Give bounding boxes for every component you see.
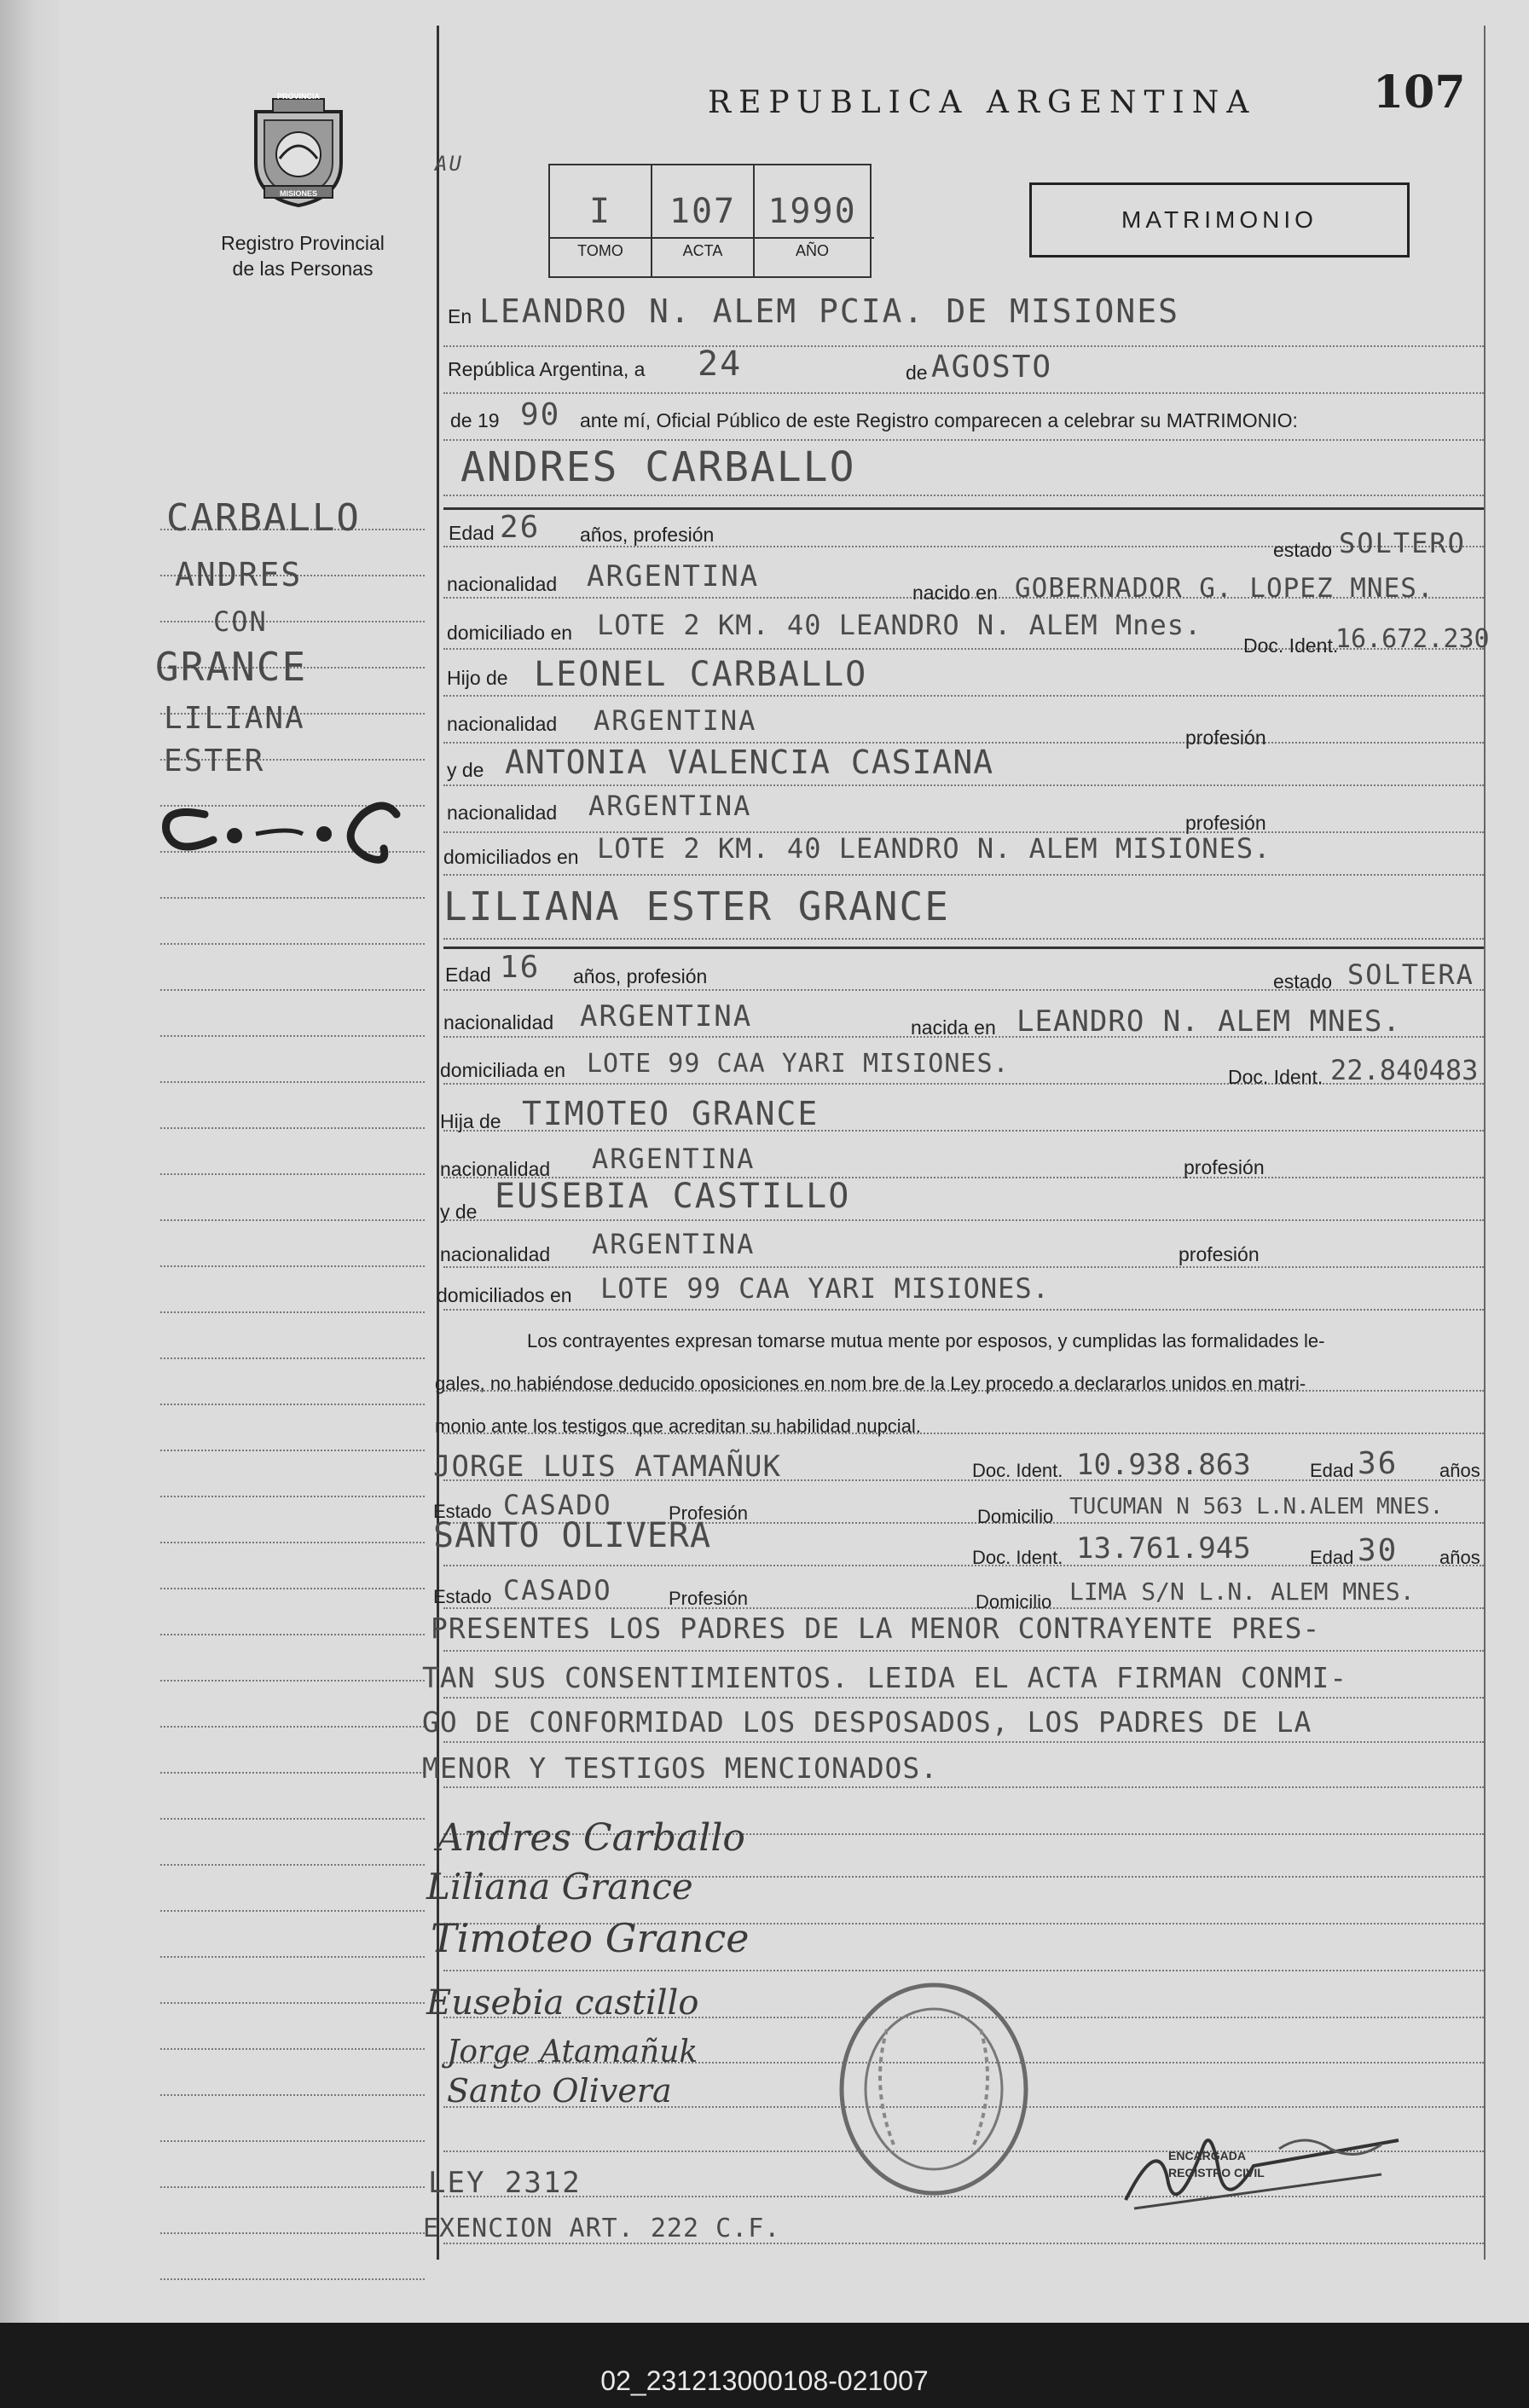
groom-mother-prof-label: profesión <box>1185 812 1266 834</box>
signature-witness1: Jorge Atamañuk <box>447 2035 698 2069</box>
margin-ruled-line <box>160 1404 425 1405</box>
groom-full-name: ANDRES CARBALLO <box>460 443 856 491</box>
bride-y-de-label: y de <box>440 1201 478 1223</box>
bride-parents-address: LOTE 99 CAA YARI MISIONES. <box>600 1272 1050 1305</box>
field-ruled-line <box>443 1309 1484 1311</box>
year-prefix: de 19 <box>450 409 500 431</box>
official-stamp-line2: REGISTRO CIVIL <box>1168 2166 1265 2179</box>
groom-hijo-label: Hijo de <box>447 667 508 689</box>
anio-label: AÑO <box>795 242 829 259</box>
groom-nacionalidad: ARGENTINA <box>587 559 760 593</box>
witness2-domicilio-label: Domicilio <box>976 1591 1052 1612</box>
margin-ruled-line <box>160 1956 425 1958</box>
groom-mother: ANTONIA VALENCIA CASIANA <box>505 744 994 781</box>
witness1-doc-label: Doc. Ident. <box>972 1460 1063 1481</box>
margin-ruled-line <box>160 989 425 991</box>
bride-hija-label: Hija de <box>440 1110 501 1132</box>
field-ruled-line <box>443 1083 1484 1085</box>
page-number: 107 <box>1373 67 1466 119</box>
groom-father-nac-label: nacionalidad <box>447 713 558 735</box>
margin-ruled-line <box>160 2094 425 2096</box>
witness1-edad-label: Edad <box>1310 1460 1354 1481</box>
bride-doc-label: Doc. Ident. <box>1228 1066 1323 1088</box>
groom-doc-label: Doc. Ident. <box>1243 634 1339 657</box>
margin-name-bride: LILIANA <box>164 701 305 736</box>
groom-y-de-label: y de <box>447 759 484 781</box>
margin-ruled-line <box>160 1680 425 1682</box>
en-label: En <box>448 305 472 327</box>
margin-ruled-line <box>160 2002 425 2004</box>
bride-estado: SOLTERA <box>1347 958 1474 991</box>
margin-ruled-line <box>160 943 425 945</box>
witness1-name: JORGE LUIS ATAMAÑUK <box>433 1450 781 1484</box>
groom-parents-dom-label: domiciliados en <box>443 846 579 868</box>
margin-ruled-line <box>160 1127 425 1129</box>
margin-name-groom: ANDRES <box>175 556 303 593</box>
groom-mother-nac: ARGENTINA <box>588 790 752 822</box>
field-ruled-line <box>443 874 1484 876</box>
book-binding-shadow <box>0 0 60 2323</box>
groom-address: LOTE 2 KM. 40 LEANDRO N. ALEM Mnes. <box>597 609 1202 641</box>
witness2-edad: 30 <box>1358 1533 1399 1568</box>
margin-ruled-line <box>160 1496 425 1497</box>
notes-line-3: GO DE CONFORMIDAD LOS DESPOSADOS, LOS PADRES DE LA <box>422 1705 1312 1739</box>
tomo-value: I <box>588 192 612 231</box>
body-ruled-line <box>443 938 1484 940</box>
groom-anos-profesion-label: años, profesión <box>580 524 715 546</box>
field-ruled-line <box>443 1266 1484 1268</box>
notes-line-4: MENOR Y TESTIGOS MENCIONADOS. <box>422 1751 939 1785</box>
seal-bottom-text: MISIONES <box>279 189 317 198</box>
groom-edad: 26 <box>500 510 541 545</box>
month-de-label: de <box>906 362 928 384</box>
margin-ruled-line <box>160 1081 425 1083</box>
exemption-note: EXENCION ART. 222 C.F. <box>423 2214 781 2243</box>
country-title: REPUBLICA ARGENTINA <box>708 85 1257 120</box>
margin-ruled-line <box>160 1864 425 1866</box>
section-divider-line <box>443 507 1484 510</box>
record-box-divider <box>548 237 874 239</box>
notes-line-1: PRESENTES LOS PADRES DE LA MENOR CONTRAYENTE PRES- <box>431 1612 1321 1645</box>
bride-father-nac-label: nacionalidad <box>440 1158 551 1180</box>
signature-bride-mother: Eusebia castillo <box>426 1983 699 2023</box>
groom-doc: 16.672.230 <box>1335 624 1490 654</box>
body-ruled-line <box>443 1607 1484 1609</box>
margin-ruled-line <box>160 1173 425 1175</box>
witness2-estado: CASADO <box>503 1574 612 1606</box>
margin-ruled-line <box>160 1818 425 1820</box>
margin-ruled-line <box>160 1035 425 1037</box>
groom-nac-label: nacionalidad <box>447 573 558 595</box>
margin-ruled-line <box>160 1357 425 1359</box>
field-ruled-line <box>443 784 1484 786</box>
seal-top-text: PROVINCIA <box>276 92 320 101</box>
bride-nac-label: nacionalidad <box>443 1011 554 1033</box>
law-note: LEY 2312 <box>428 2166 582 2200</box>
bride-father: TIMOTEO GRANCE <box>522 1095 820 1132</box>
section-divider-line <box>443 946 1484 949</box>
official-round-stamp-icon <box>836 1978 1032 2200</box>
groom-father-prof-label: profesión <box>1185 726 1266 749</box>
witness1-doc: 10.938.863 <box>1076 1448 1251 1482</box>
bride-father-prof-label: profesión <box>1184 1156 1265 1178</box>
margin-flourish-icon <box>153 793 409 870</box>
witness1-domicilio-label: Domicilio <box>977 1506 1054 1527</box>
bride-mother-nac-label: nacionalidad <box>440 1243 551 1265</box>
body-ruled-line <box>443 1786 1484 1788</box>
registry-name-line2: de las Personas <box>232 258 374 280</box>
body-ruled-line <box>443 1970 1484 1971</box>
field-ruled-line <box>443 695 1484 697</box>
margin-ruled-line <box>160 1219 425 1221</box>
witness2-doc-label: Doc. Ident. <box>972 1547 1063 1568</box>
margin-name-bride-2: ESTER <box>164 744 265 779</box>
bride-full-name: LILIANA ESTER GRANCE <box>443 883 950 929</box>
notes-line-2: TAN SUS CONSENTIMIENTOS. LEIDA EL ACTA FIRMAN CONMI- <box>422 1661 1348 1694</box>
margin-ruled-line <box>160 2186 425 2188</box>
bride-parents-dom-label: domiciliados en <box>437 1284 572 1306</box>
margin-ruled-line <box>160 2278 425 2280</box>
bride-estado-label: estado <box>1273 970 1333 993</box>
groom-mother-nac-label: nacionalidad <box>447 802 558 824</box>
bride-edad: 16 <box>500 950 541 985</box>
body-ruled-line <box>443 1741 1484 1743</box>
margin-annotation: AU <box>435 152 463 176</box>
acta-value: 107 <box>669 192 737 231</box>
witness2-name: SANTO OLIVERA <box>433 1516 712 1555</box>
margin-ruled-line <box>160 1772 425 1774</box>
bride-mother: EUSEBIA CASTILLO <box>495 1177 851 1216</box>
witness1-estado: CASADO <box>503 1489 612 1521</box>
margin-ruled-line <box>160 2140 425 2142</box>
witness1-domicilio: TUCUMAN N 563 L.N.ALEM MNES. <box>1069 1494 1444 1519</box>
groom-parents-address: LOTE 2 KM. 40 LEANDRO N. ALEM MISIONES. <box>597 832 1271 865</box>
margin-ruled-line <box>160 1311 425 1313</box>
groom-estado: SOLTERO <box>1339 527 1466 559</box>
margin-ruled-line <box>160 897 425 899</box>
margin-ruled-line <box>160 1726 425 1728</box>
body-ruled-line <box>443 1697 1484 1699</box>
groom-dom-label: domiciliado en <box>447 622 573 644</box>
margin-ruled-line <box>160 1910 425 1912</box>
groom-nacido-label: nacido en <box>912 582 998 604</box>
witness1-anos-label: años <box>1439 1460 1480 1481</box>
margin-ruled-line <box>160 1542 425 1543</box>
margin-ruled-line <box>160 1634 425 1635</box>
bride-father-nac: ARGENTINA <box>592 1143 756 1175</box>
groom-estado-label: estado <box>1273 539 1333 561</box>
registry-name-line1: Registro Provincial <box>221 232 385 254</box>
witness2-anos-label: años <box>1439 1547 1480 1568</box>
celebration-day: 24 <box>698 344 743 384</box>
official-stamp-line1: ENCARGADA <box>1168 2149 1246 2162</box>
body-ruled-line <box>443 439 1484 441</box>
celebration-month: AGOSTO <box>931 350 1053 385</box>
bride-nacida-label: nacida en <box>911 1016 996 1039</box>
witness1-profesion-label: Profesión <box>669 1502 748 1524</box>
groom-edad-label: Edad <box>449 522 495 544</box>
year-suffix: 90 <box>520 397 561 432</box>
signature-bride: Liliana Grance <box>426 1866 693 1907</box>
declaration-line-3: monio ante los testigos que acreditan su habilidad nupcial. <box>435 1415 921 1437</box>
declaration-line-2: gales, no habiéndose deducido oposiciones en nom bre de la Ley procedo a declararlos unidos en matri- <box>435 1373 1306 1394</box>
acta-label: ACTA <box>682 242 723 259</box>
witness1-edad: 36 <box>1358 1446 1399 1481</box>
bride-nacionalidad: ARGENTINA <box>580 999 753 1033</box>
signature-groom: Andres Carballo <box>437 1816 745 1860</box>
bride-dom-label: domiciliada en <box>440 1059 566 1081</box>
groom-father-nac: ARGENTINA <box>594 704 757 737</box>
body-ruled-line <box>443 392 1484 394</box>
bride-mother-prof-label: profesión <box>1179 1243 1260 1265</box>
margin-ruled-line <box>160 1265 425 1267</box>
body-ruled-line <box>443 345 1484 347</box>
margin-surname-groom: CARBALLO <box>166 496 361 540</box>
republic-label: República Argentina, a <box>448 358 646 380</box>
bride-anos-profesion-label: años, profesión <box>573 965 708 987</box>
witness1-estado-label: Estado <box>433 1501 492 1522</box>
margin-ruled-line <box>160 1588 425 1589</box>
margin-ruled-line <box>160 621 425 622</box>
witness2-domicilio: LIMA S/N L.N. ALEM MNES. <box>1069 1577 1415 1606</box>
declaration-line-1: Los contrayentes expresan tomarse mutua mente por esposos, y cumplidas las formalidades le- <box>527 1330 1325 1352</box>
witness2-edad-label: Edad <box>1310 1547 1354 1568</box>
celebration-place: LEANDRO N. ALEM PCIA. DE MISIONES <box>479 292 1179 330</box>
bride-birthplace: LEANDRO N. ALEM MNES. <box>1016 1004 1401 1039</box>
image-id-label: 02_231213000108-021007 <box>600 2365 929 2396</box>
signature-witness2: Santo Olivera <box>447 2072 672 2110</box>
witness2-doc: 13.761.945 <box>1076 1531 1251 1566</box>
margin-ruled-line <box>160 1450 425 1451</box>
body-ruled-line <box>443 1650 1484 1652</box>
anio-value: 1990 <box>767 192 857 231</box>
field-ruled-line <box>443 1219 1484 1221</box>
groom-birthplace: GOBERNADOR G. LOPEZ MNES. <box>1015 573 1434 604</box>
bride-mother-nac: ARGENTINA <box>592 1228 756 1260</box>
bride-doc: 22.840483 <box>1330 1054 1479 1086</box>
act-type-box <box>1029 182 1410 258</box>
margin-con: CON <box>213 605 268 638</box>
margin-ruled-line <box>160 2048 425 2050</box>
act-type-label: MATRIMONIO <box>1121 206 1318 233</box>
margin-ruled-line <box>160 2232 425 2234</box>
bride-edad-label: Edad <box>445 964 491 986</box>
witness2-profesion-label: Profesión <box>669 1588 748 1609</box>
margin-surname-bride: GRANCE <box>155 644 308 690</box>
page-right-border <box>1484 26 1486 2260</box>
body-ruled-line <box>443 495 1484 496</box>
signature-bride-father: Timoteo Grance <box>431 1915 750 1961</box>
tomo-label: TOMO <box>577 242 623 259</box>
witness2-estado-label: Estado <box>433 1586 492 1607</box>
ante-text: ante mí, Oficial Público de este Registro comparecen a celebrar su MATRIMONIO: <box>580 409 1298 431</box>
groom-father: LEONEL CARBALLO <box>534 655 868 694</box>
bride-address: LOTE 99 CAA YARI MISIONES. <box>587 1049 1010 1079</box>
